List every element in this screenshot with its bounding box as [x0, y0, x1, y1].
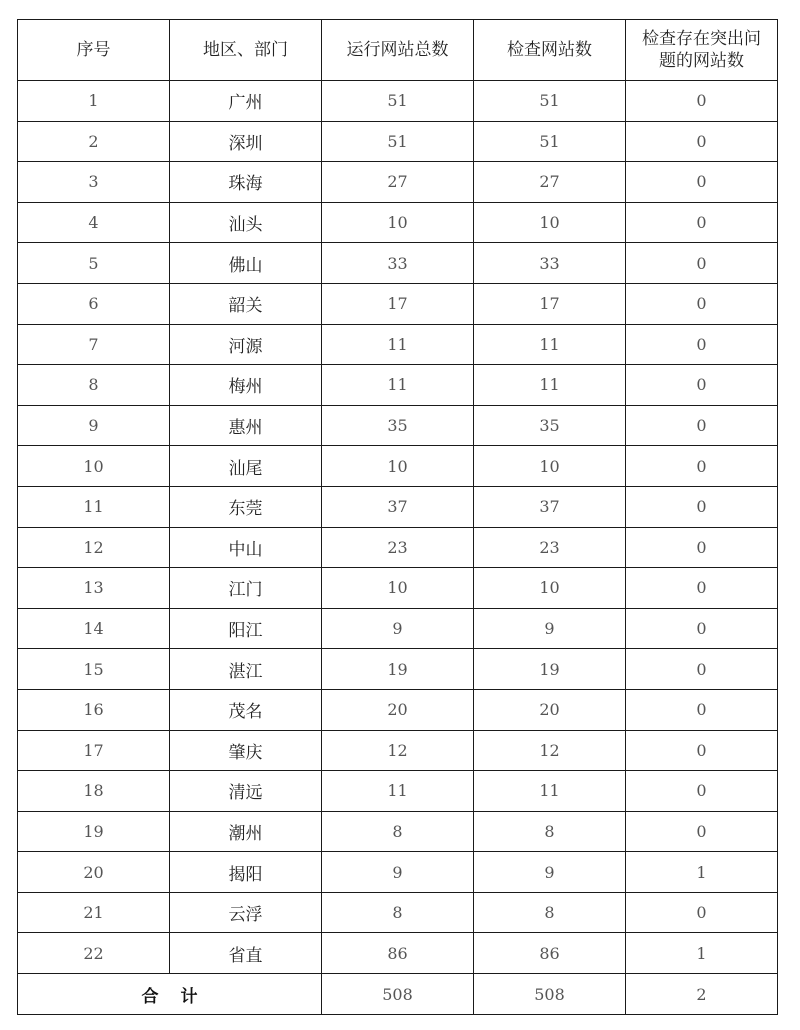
row-index: 18	[18, 771, 170, 812]
row-index: 8	[18, 365, 170, 406]
table-row	[18, 162, 778, 203]
row-problem-sites: 0	[626, 81, 778, 122]
row-problem-sites: 0	[626, 486, 778, 527]
row-index: 4	[18, 202, 170, 243]
row-total-sites: 9	[322, 608, 474, 649]
row-problem-sites: 1	[626, 933, 778, 974]
row-index: 12	[18, 527, 170, 568]
row-region: 江门	[170, 568, 322, 609]
row-region: 惠州	[170, 405, 322, 446]
row-checked-sites: 17	[474, 283, 626, 324]
row-checked-sites: 10	[474, 202, 626, 243]
row-index: 22	[18, 933, 170, 974]
row-region: 湛江	[170, 649, 322, 690]
row-checked-sites: 35	[474, 405, 626, 446]
checked-sites-sum: 508	[474, 974, 626, 1015]
table-row	[18, 283, 778, 324]
row-total-sites: 27	[322, 162, 474, 203]
row-problem-sites: 0	[626, 568, 778, 609]
row-problem-sites: 0	[626, 689, 778, 730]
row-total-sites: 12	[322, 730, 474, 771]
table-row	[18, 933, 778, 974]
table-row	[18, 365, 778, 406]
row-region: 佛山	[170, 243, 322, 284]
table-row	[18, 527, 778, 568]
row-problem-sites: 0	[626, 324, 778, 365]
row-region: 揭阳	[170, 852, 322, 893]
row-problem-sites: 0	[626, 608, 778, 649]
row-checked-sites: 51	[474, 121, 626, 162]
total-row	[18, 974, 778, 1015]
row-checked-sites: 11	[474, 771, 626, 812]
row-region: 中山	[170, 527, 322, 568]
row-problem-sites: 0	[626, 730, 778, 771]
row-region: 珠海	[170, 162, 322, 203]
row-total-sites: 8	[322, 811, 474, 852]
row-index: 16	[18, 689, 170, 730]
table-row	[18, 446, 778, 487]
row-problem-sites: 0	[626, 405, 778, 446]
row-total-sites: 33	[322, 243, 474, 284]
row-region: 省直	[170, 933, 322, 974]
row-total-sites: 9	[322, 852, 474, 893]
row-index: 2	[18, 121, 170, 162]
header-region: 地区、部门	[170, 20, 322, 81]
row-total-sites: 19	[322, 649, 474, 690]
row-checked-sites: 86	[474, 933, 626, 974]
row-index: 7	[18, 324, 170, 365]
header-problem-sites	[626, 20, 778, 81]
table-row	[18, 568, 778, 609]
row-region: 潮州	[170, 811, 322, 852]
row-index: 6	[18, 283, 170, 324]
row-region: 茂名	[170, 689, 322, 730]
row-total-sites: 10	[322, 202, 474, 243]
table-row	[18, 730, 778, 771]
row-region: 肇庆	[170, 730, 322, 771]
row-total-sites: 11	[322, 771, 474, 812]
row-checked-sites: 11	[474, 365, 626, 406]
row-checked-sites: 37	[474, 486, 626, 527]
row-problem-sites: 0	[626, 283, 778, 324]
row-region: 东莞	[170, 486, 322, 527]
row-index: 19	[18, 811, 170, 852]
table-row	[18, 811, 778, 852]
row-total-sites: 51	[322, 81, 474, 122]
row-region: 清远	[170, 771, 322, 812]
row-region: 广州	[170, 81, 322, 122]
row-problem-sites: 0	[626, 121, 778, 162]
table-row	[18, 649, 778, 690]
row-total-sites: 51	[322, 121, 474, 162]
table-header	[18, 20, 778, 81]
row-problem-sites: 0	[626, 162, 778, 203]
row-checked-sites: 33	[474, 243, 626, 284]
row-checked-sites: 23	[474, 527, 626, 568]
row-checked-sites: 51	[474, 81, 626, 122]
total-label: 合计	[18, 974, 322, 1015]
row-problem-sites: 1	[626, 852, 778, 893]
row-region: 汕尾	[170, 446, 322, 487]
row-total-sites: 11	[322, 365, 474, 406]
row-region: 汕头	[170, 202, 322, 243]
row-checked-sites: 8	[474, 811, 626, 852]
row-total-sites: 23	[322, 527, 474, 568]
row-checked-sites: 27	[474, 162, 626, 203]
table-row	[18, 405, 778, 446]
header-checked-sites: 检查网站数	[474, 20, 626, 81]
row-region: 阳江	[170, 608, 322, 649]
website-inspection-table	[17, 19, 778, 1015]
header-problem-sites-label: 检查存在突出问题的网站数	[642, 29, 761, 71]
row-region: 云浮	[170, 892, 322, 933]
row-checked-sites: 20	[474, 689, 626, 730]
row-region: 深圳	[170, 121, 322, 162]
row-total-sites: 17	[322, 283, 474, 324]
row-problem-sites: 0	[626, 202, 778, 243]
row-problem-sites: 0	[626, 771, 778, 812]
row-total-sites: 35	[322, 405, 474, 446]
row-total-sites: 10	[322, 568, 474, 609]
row-problem-sites: 0	[626, 811, 778, 852]
row-problem-sites: 0	[626, 892, 778, 933]
table-row	[18, 121, 778, 162]
row-total-sites: 20	[322, 689, 474, 730]
problem-sites-sum: 2	[626, 974, 778, 1015]
table-row	[18, 771, 778, 812]
table-row	[18, 486, 778, 527]
table-row	[18, 608, 778, 649]
row-index: 21	[18, 892, 170, 933]
row-index: 11	[18, 486, 170, 527]
row-region: 韶关	[170, 283, 322, 324]
row-problem-sites: 0	[626, 649, 778, 690]
table-row	[18, 689, 778, 730]
row-problem-sites: 0	[626, 527, 778, 568]
row-total-sites: 37	[322, 486, 474, 527]
row-checked-sites: 19	[474, 649, 626, 690]
row-checked-sites: 10	[474, 568, 626, 609]
header-total-sites: 运行网站总数	[322, 20, 474, 81]
row-index: 5	[18, 243, 170, 284]
row-problem-sites: 0	[626, 446, 778, 487]
row-checked-sites: 8	[474, 892, 626, 933]
row-checked-sites: 11	[474, 324, 626, 365]
row-index: 14	[18, 608, 170, 649]
table-row	[18, 324, 778, 365]
row-problem-sites: 0	[626, 243, 778, 284]
row-index: 1	[18, 81, 170, 122]
row-checked-sites: 10	[474, 446, 626, 487]
table-row	[18, 81, 778, 122]
row-region: 河源	[170, 324, 322, 365]
row-index: 10	[18, 446, 170, 487]
row-total-sites: 86	[322, 933, 474, 974]
table-row	[18, 892, 778, 933]
row-index: 15	[18, 649, 170, 690]
table-footer	[18, 974, 778, 1015]
table-row	[18, 243, 778, 284]
header-index: 序号	[18, 20, 170, 81]
row-total-sites: 10	[322, 446, 474, 487]
row-checked-sites: 12	[474, 730, 626, 771]
row-checked-sites: 9	[474, 608, 626, 649]
row-index: 13	[18, 568, 170, 609]
header-row	[18, 20, 778, 81]
row-total-sites: 11	[322, 324, 474, 365]
row-index: 20	[18, 852, 170, 893]
row-problem-sites: 0	[626, 365, 778, 406]
total-sites-sum: 508	[322, 974, 474, 1015]
row-index: 3	[18, 162, 170, 203]
row-region: 梅州	[170, 365, 322, 406]
table-row	[18, 202, 778, 243]
table-body	[18, 81, 778, 974]
row-total-sites: 8	[322, 892, 474, 933]
row-checked-sites: 9	[474, 852, 626, 893]
row-index: 17	[18, 730, 170, 771]
table-row	[18, 852, 778, 893]
row-index: 9	[18, 405, 170, 446]
